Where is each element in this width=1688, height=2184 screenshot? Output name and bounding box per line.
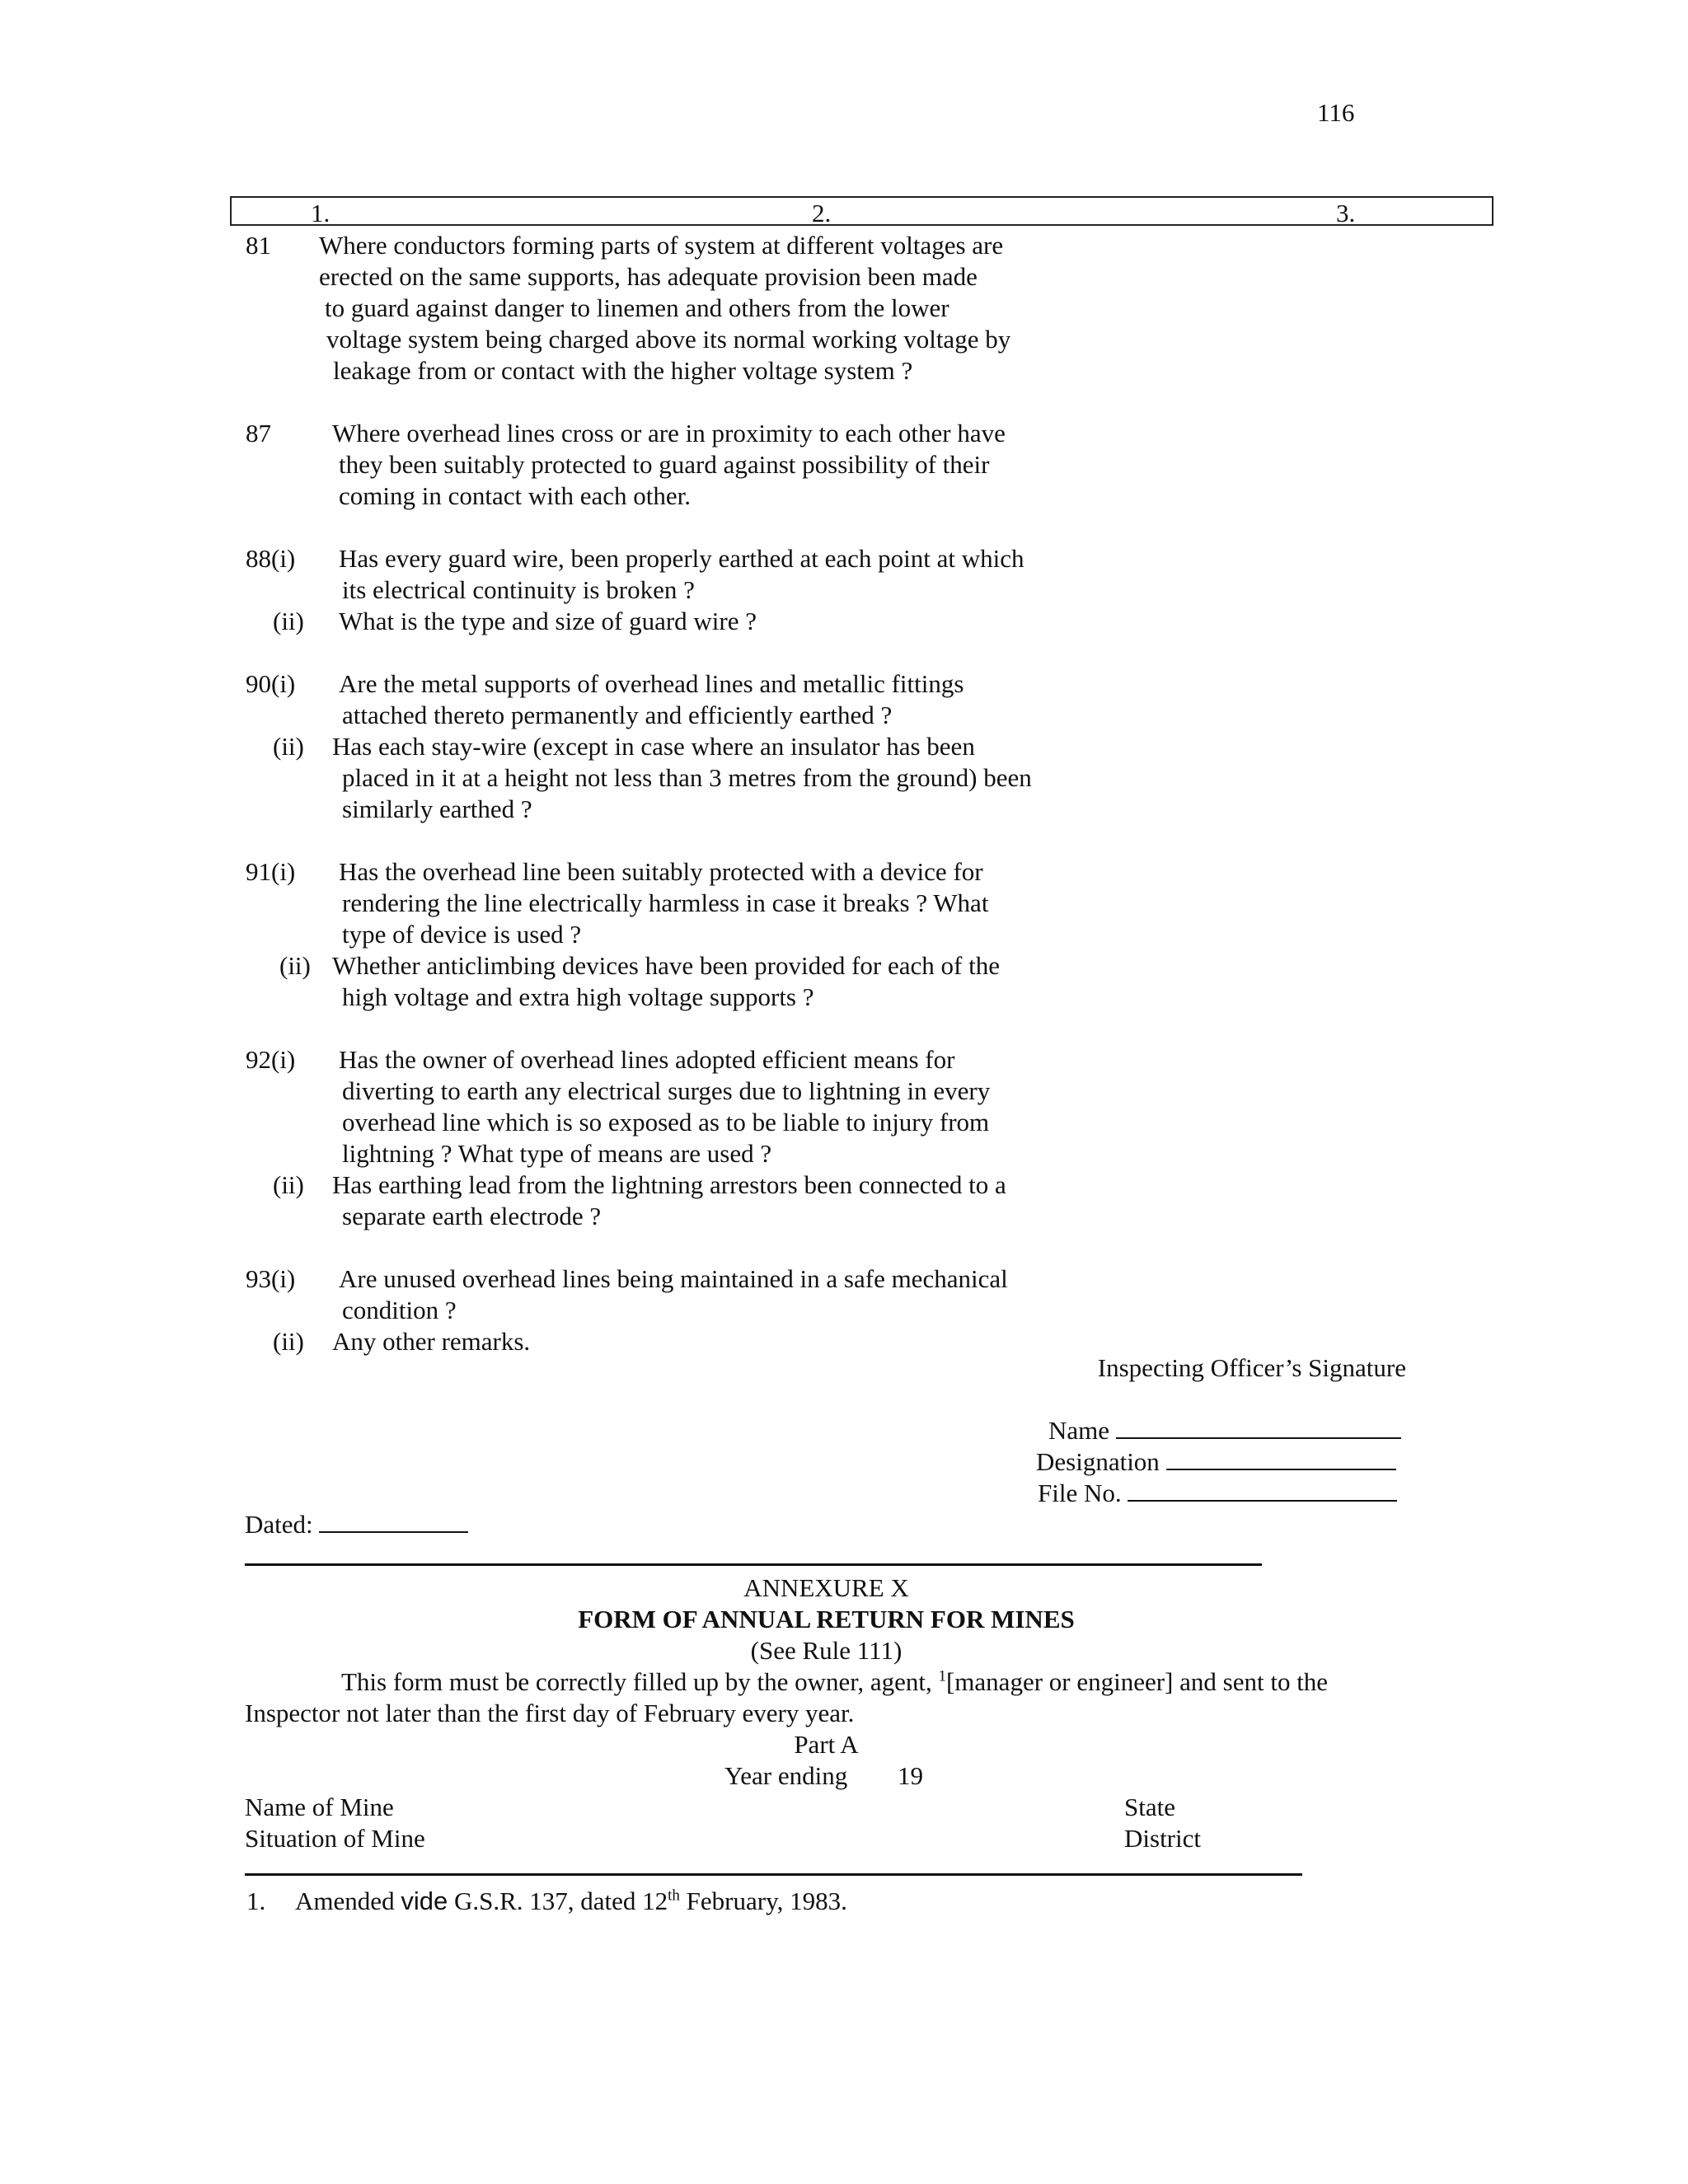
question-text-line: type of device is used ?	[342, 920, 582, 949]
question-text-line: Where conductors forming parts of system at different voltages are	[319, 231, 1004, 260]
name-blank[interactable]	[1116, 1416, 1401, 1439]
page-number: 116	[1317, 98, 1355, 127]
annexure-rule-reference: (See Rule 111)	[750, 1636, 903, 1665]
footnote-text-mid: G.S.R. 137, dated 12	[453, 1886, 668, 1915]
question-number: 81	[246, 231, 271, 260]
year-ending-label: Year ending	[724, 1761, 848, 1790]
name-field[interactable]	[1048, 1415, 1401, 1446]
intro-text: This form must be correctly filled up by the owner, agent,	[341, 1667, 932, 1696]
question-text-line: attached thereto permanently and efficiently earthed ?	[342, 701, 893, 729]
question-text-line: voltage system being charged above its normal working voltage by	[326, 325, 1011, 354]
annexure-intro-line-2: Inspector not later than the first day of February every year.	[245, 1699, 855, 1727]
intro-text-cont: [manager or engineer] and sent to the	[945, 1667, 1329, 1696]
signature-title: Inspecting Officer’s Signature	[1097, 1353, 1406, 1382]
question-text-line: Has the owner of overhead lines adopted efficient means for	[339, 1045, 955, 1074]
designation-field[interactable]	[1036, 1446, 1396, 1478]
question-text-line: Are unused overhead lines being maintained in a safe mechanical	[339, 1264, 1008, 1293]
column-header-row	[230, 196, 1493, 226]
question-number: (ii)	[273, 1327, 304, 1356]
footnote-vide: vide	[401, 1886, 448, 1915]
annexure-heading: ANNEXURE X	[743, 1573, 909, 1602]
year-ending-value: 19	[898, 1761, 923, 1790]
question-number: (ii)	[273, 732, 304, 761]
designation-label: Designation	[1036, 1447, 1160, 1476]
column-header-3: 3.	[1336, 199, 1356, 227]
question-number: 93(i)	[246, 1264, 296, 1293]
question-number: 90(i)	[246, 669, 296, 698]
part-label: Part A	[794, 1730, 859, 1759]
file-no-label: File No.	[1038, 1479, 1122, 1507]
file-no-field[interactable]	[1038, 1478, 1397, 1509]
footnote-text: Amended	[295, 1886, 395, 1915]
dated-blank[interactable]	[319, 1510, 468, 1533]
designation-blank[interactable]	[1166, 1447, 1396, 1470]
question-text-line: Has each stay-wire (except in case where an insulator has been	[332, 732, 975, 761]
question-number: (ii)	[273, 1170, 304, 1199]
dated-label: Dated:	[245, 1510, 313, 1539]
question-text-line: diverting to earth any electrical surges due to lightning in every	[342, 1076, 991, 1105]
question-text-line: Any other remarks.	[332, 1327, 531, 1356]
question-text-line: rendering the line electrically harmless in case it breaks ? What	[342, 888, 989, 917]
question-text-line: What is the type and size of guard wire ?	[339, 607, 757, 635]
question-text-line: placed in it at a height not less than 3 metres from the ground) been	[342, 763, 1032, 792]
name-of-mine-label: Name of Mine	[245, 1793, 394, 1821]
question-text-line: similarly earthed ?	[342, 794, 532, 823]
question-text-line: leakage from or contact with the higher voltage system ?	[333, 356, 913, 385]
question-number: 87	[246, 419, 271, 448]
question-text-line: Has earthing lead from the lightning arrestors been connected to a	[332, 1170, 1006, 1199]
question-text-line: coming in contact with each other.	[339, 481, 691, 510]
question-number: 88(i)	[246, 544, 296, 573]
name-label: Name	[1048, 1416, 1110, 1445]
situation-of-mine-label: Situation of Mine	[245, 1824, 425, 1853]
question-text-line: separate earth electrode ?	[342, 1202, 602, 1230]
question-number: (ii)	[279, 951, 311, 980]
question-text-line: they been suitably protected to guard against possibility of their	[339, 450, 990, 479]
question-text-line: to guard against danger to linemen and others from the lower	[325, 293, 950, 322]
annexure-title: FORM OF ANNUAL RETURN FOR MINES	[578, 1605, 1075, 1633]
column-header-1: 1.	[311, 199, 331, 227]
footnote-text-end: February, 1983.	[686, 1886, 847, 1915]
question-text-line: Where overhead lines cross or are in proximity to each other have	[332, 419, 1006, 448]
state-label: State	[1124, 1793, 1175, 1821]
dated-field[interactable]	[245, 1509, 468, 1540]
district-label: District	[1124, 1824, 1201, 1853]
question-text-line: Has the overhead line been suitably protected with a device for	[339, 857, 983, 886]
footnote	[246, 1886, 847, 1917]
question-number: (ii)	[273, 607, 304, 635]
question-text-line: Are the metal supports of overhead lines and metallic fittings	[339, 669, 964, 698]
footnote-divider	[245, 1873, 1302, 1876]
question-text-line: Whether anticlimbing devices have been provided for each of the	[332, 951, 1000, 980]
section-divider	[245, 1563, 1262, 1566]
annexure-intro-line-1	[341, 1666, 1328, 1698]
question-text-line: its electrical continuity is broken ?	[342, 575, 695, 604]
question-text-line: condition ?	[342, 1296, 457, 1324]
footnote-superscript: th	[668, 1886, 680, 1905]
question-text-line: high voltage and extra high voltage supports ?	[342, 982, 814, 1011]
question-text-line: erected on the same supports, has adequate provision been made	[319, 262, 978, 291]
question-number: 92(i)	[246, 1045, 296, 1074]
file-no-blank[interactable]	[1128, 1479, 1397, 1502]
question-text-line: Has every guard wire, been properly earthed at each point at which	[339, 544, 1025, 573]
question-text-line: overhead line which is so exposed as to be liable to injury from	[342, 1108, 990, 1137]
question-number: 91(i)	[246, 857, 296, 886]
question-text-line: lightning ? What type of means are used ?	[342, 1139, 772, 1168]
intro-footnote-marker: 1	[938, 1667, 946, 1685]
footnote-number: 1.	[246, 1886, 266, 1915]
column-header-2: 2.	[812, 199, 832, 227]
